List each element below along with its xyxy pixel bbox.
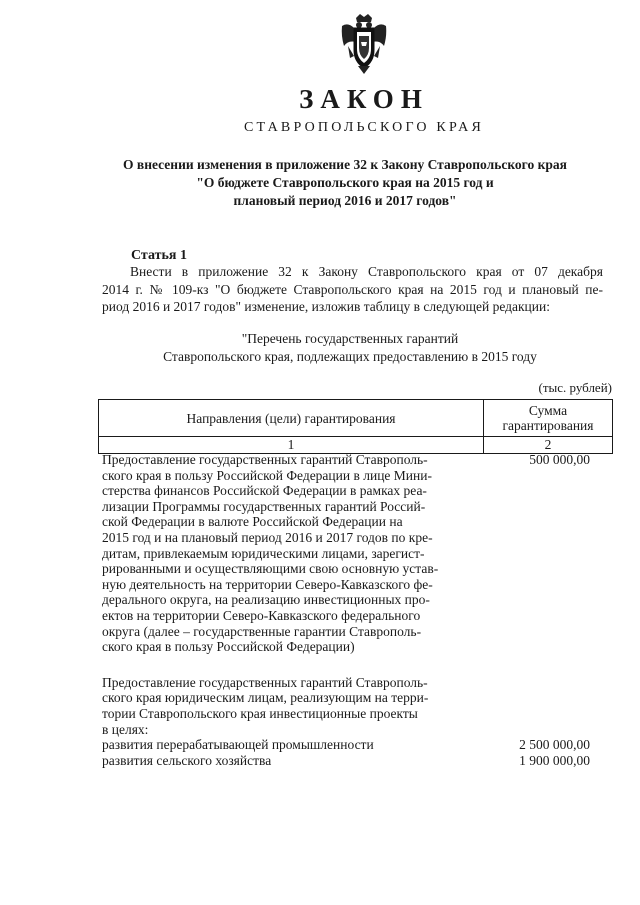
row-line: дитам, привлекаемым юридическими лицами, зарегист-	[102, 545, 425, 561]
row-line: ской Федерации в валюте Российской Федерации на	[102, 514, 403, 530]
article-line: Внести в приложение 32 к Закону Ставропольского края от 07 декабря	[130, 264, 603, 279]
row-description	[102, 452, 494, 655]
row-line: ского края юридическим лицам, реализующим на терри-	[102, 690, 429, 706]
row-line: развития перерабатывающей промышленности	[102, 737, 374, 753]
row-line: Предоставление государственных гарантий Ставрополь-	[102, 674, 428, 690]
list-title-line: "Перечень государственных гарантий	[241, 331, 459, 346]
row-line: в целях:	[102, 721, 149, 737]
table-row	[102, 737, 617, 753]
table-row	[102, 452, 617, 655]
row-line: ектов на территории Северо-Кавказского федерального	[102, 607, 421, 623]
row-line: тории Ставропольского края инвестиционные проекты	[102, 705, 418, 721]
row-line: лизации Программы государственных гарантий Россий-	[102, 498, 426, 514]
row-line: Предоставление государственных гарантий Ставрополь-	[102, 452, 428, 467]
row-line: ского края в пользу Российской Федерации)	[102, 639, 355, 655]
row-line: дерального округа, на реализацию инвестиционных про-	[102, 592, 430, 608]
row-description	[102, 753, 494, 769]
row-line: стерства финансов Российской Федерации в рамках реа-	[102, 483, 427, 499]
article-body	[102, 263, 603, 316]
table-header-directions: Направления (цели) гарантирования	[99, 400, 484, 437]
units-label: (тыс. рублей)	[538, 380, 612, 395]
row-spacer	[102, 655, 617, 675]
table-header-amount-line: гарантирования	[502, 418, 594, 433]
table-index-col1: 1	[99, 437, 484, 454]
table-index-col2: 2	[484, 437, 613, 454]
table-row	[102, 753, 617, 769]
heading-line: плановый период 2016 и 2017 годов"	[233, 193, 457, 208]
row-line: ную деятельность на территории Северо-Кавказского фе-	[102, 576, 433, 592]
law-subtitle: СТАВРОПОЛЬСКОГО КРАЯ	[244, 120, 484, 135]
row-line: ского края в пользу Российской Федерации в лице Мини-	[102, 467, 432, 483]
list-title-line: Ставропольского края, подлежащих предоставлению в 2015 году	[163, 349, 537, 364]
guarantees-table-header	[98, 399, 613, 454]
list-title	[0, 330, 640, 366]
row-line: развития сельского хозяйства	[102, 752, 272, 768]
row-amount: 2 500 000,00	[519, 737, 590, 753]
table-header-amount	[484, 400, 613, 437]
heading-line: "О бюджете Ставропольского края на 2015 год и	[196, 175, 494, 190]
document-heading	[0, 156, 640, 210]
row-amount	[494, 675, 590, 737]
table-header-amount-line: Сумма	[528, 403, 568, 418]
row-line: рированными и осуществляющими свою основную устав-	[102, 561, 439, 577]
law-title: ЗАКОН	[299, 84, 429, 114]
row-amount: 500 000,00	[529, 452, 590, 467]
row-amount: 1 900 000,00	[519, 752, 590, 768]
row-description	[102, 737, 494, 753]
guarantees-table-body	[102, 452, 617, 768]
row-line: округа (далее – государственные гарантии Ставрополь-	[102, 623, 422, 639]
coat-of-arms-icon	[338, 12, 390, 76]
article-line: 2014 г. № 109-кз "О бюджете Ставропольского края на 2015 год и плановый пе-	[102, 281, 603, 297]
article-title: Статья 1	[131, 248, 187, 263]
table-row	[102, 675, 617, 737]
heading-line: О внесении изменения в приложение 32 к Закону Ставропольского края	[123, 157, 567, 172]
row-line: 2015 год и на плановый период 2016 и 2017 годов по кре-	[102, 529, 433, 545]
row-description	[102, 675, 494, 737]
article-line: риод 2016 и 2017 годов" изменение, изложив таблицу в следующей редакции:	[102, 299, 550, 314]
